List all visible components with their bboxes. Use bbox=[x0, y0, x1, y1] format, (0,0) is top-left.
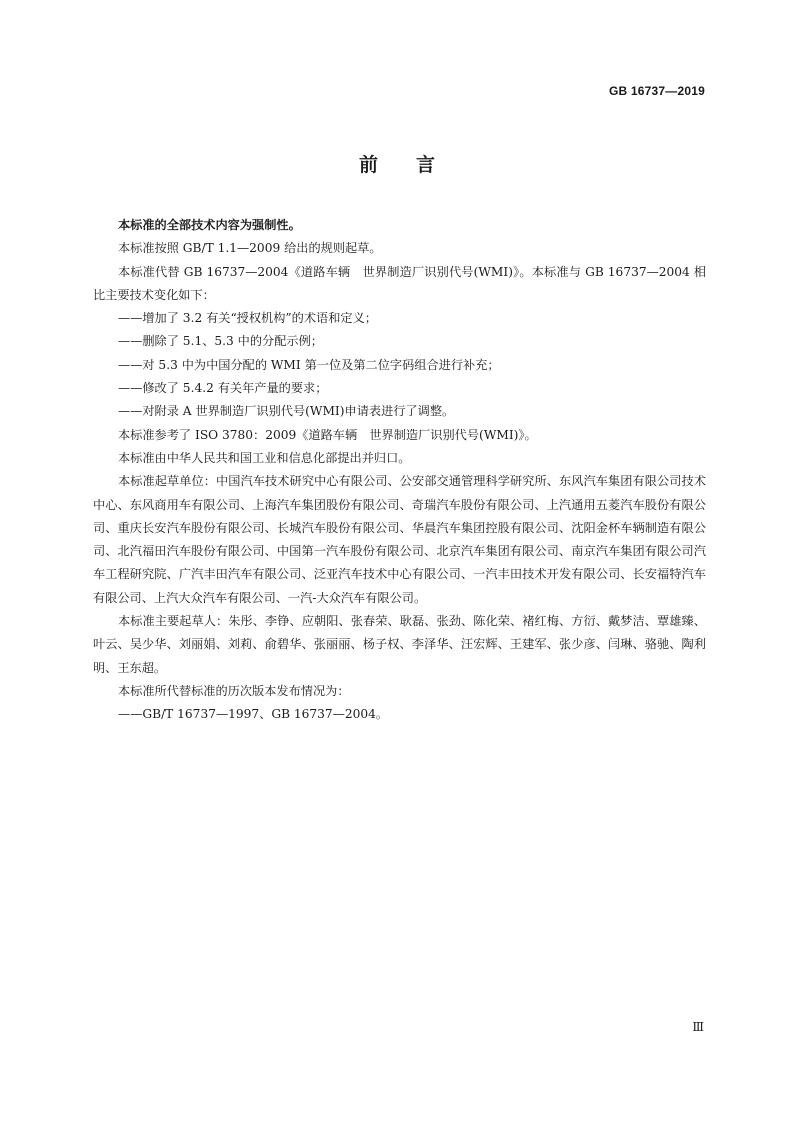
change-item: ——对 5.3 中为中国分配的 WMI 第一位及第二位字码组合进行补充； bbox=[118, 357, 500, 372]
foreword-body bbox=[93, 214, 706, 727]
change-item: ——增加了 3.2 有关“授权机构”的术语和定义； bbox=[118, 311, 377, 326]
page-title-char-2: 言 bbox=[416, 154, 436, 176]
paragraph-drafters: 本标准主要起草人：朱彤、李铮、应朝阳、张春荣、耿磊、张劲、陈化荣、褚红梅、方衍、戴梦洁、覃雄臻、叶云、吴少华、刘丽娟、刘莉、俞碧华、张丽丽、杨子权、李泽华、汪宏辉、王建军、张少彦、闫琳、骆驰、陶利明、王东超。 bbox=[93, 614, 706, 675]
page-number: Ⅲ bbox=[692, 1020, 704, 1034]
page-title bbox=[0, 150, 794, 177]
paragraph-proposer: 本标准由中华人民共和国工业和信息化部提出并归口。 bbox=[118, 450, 411, 465]
paragraph-drafting-units: 本标准起草单位：中国汽车技术研究中心有限公司、公安部交通管理科学研究所、东风汽车集团有限公司技术中心、东风商用车有限公司、上海汽车集团股份有限公司、奇瑞汽车股份有限公司、上汽通用五菱汽车股份有限公司、重庆长安汽车股份有限公司、长城汽车股份有限公司、华晨汽车集团控股有限公司、沈阳金杯车辆制造有限公司、北汽福田汽车股份有限公司、中国第一汽车股份有限公司、北京汽车集团有限公司、南京汽车集团有限公司汽车工程研究院、广汽丰田汽车有限公司、泛亚汽车技术中心有限公司、一汽丰田技术开发有限公司、长安福特汽车有限公司、上汽大众汽车有限公司、一汽-大众汽车有限公司。 bbox=[93, 474, 706, 605]
standard-code: GB 16737—2019 bbox=[609, 84, 705, 98]
paragraph-drafting-rules: 本标准按照 GB/T 1.1—2009 给出的规则起草。 bbox=[118, 241, 382, 256]
paragraph-mandatory-statement: 本标准的全部技术内容为强制性。 bbox=[118, 218, 301, 232]
page-title-char-1: 前 bbox=[358, 154, 378, 176]
change-item: ——对附录 A 世界制造厂识别代号(WMI)申请表进行了调整。 bbox=[118, 404, 455, 419]
change-item: ——删除了 5.1、5.3 中的分配示例； bbox=[118, 334, 323, 349]
paragraph-history-intro: 本标准所代替标准的历次版本发布情况为： bbox=[118, 683, 350, 698]
history-item: ——GB/T 16737—1997、GB 16737—2004。 bbox=[118, 707, 389, 722]
change-item: ——修改了 5.4.2 有关年产量的要求； bbox=[118, 381, 328, 396]
paragraph-replacement: 本标准代替 GB 16737—2004《道路车辆 世界制造厂识别代号(WMI)》。本标准与 GB 16737—2004 相比主要技术变化如下： bbox=[93, 264, 706, 302]
paragraph-reference: 本标准参考了 ISO 3780：2009《道路车辆 世界制造厂识别代号(WMI)》。 bbox=[118, 427, 537, 442]
